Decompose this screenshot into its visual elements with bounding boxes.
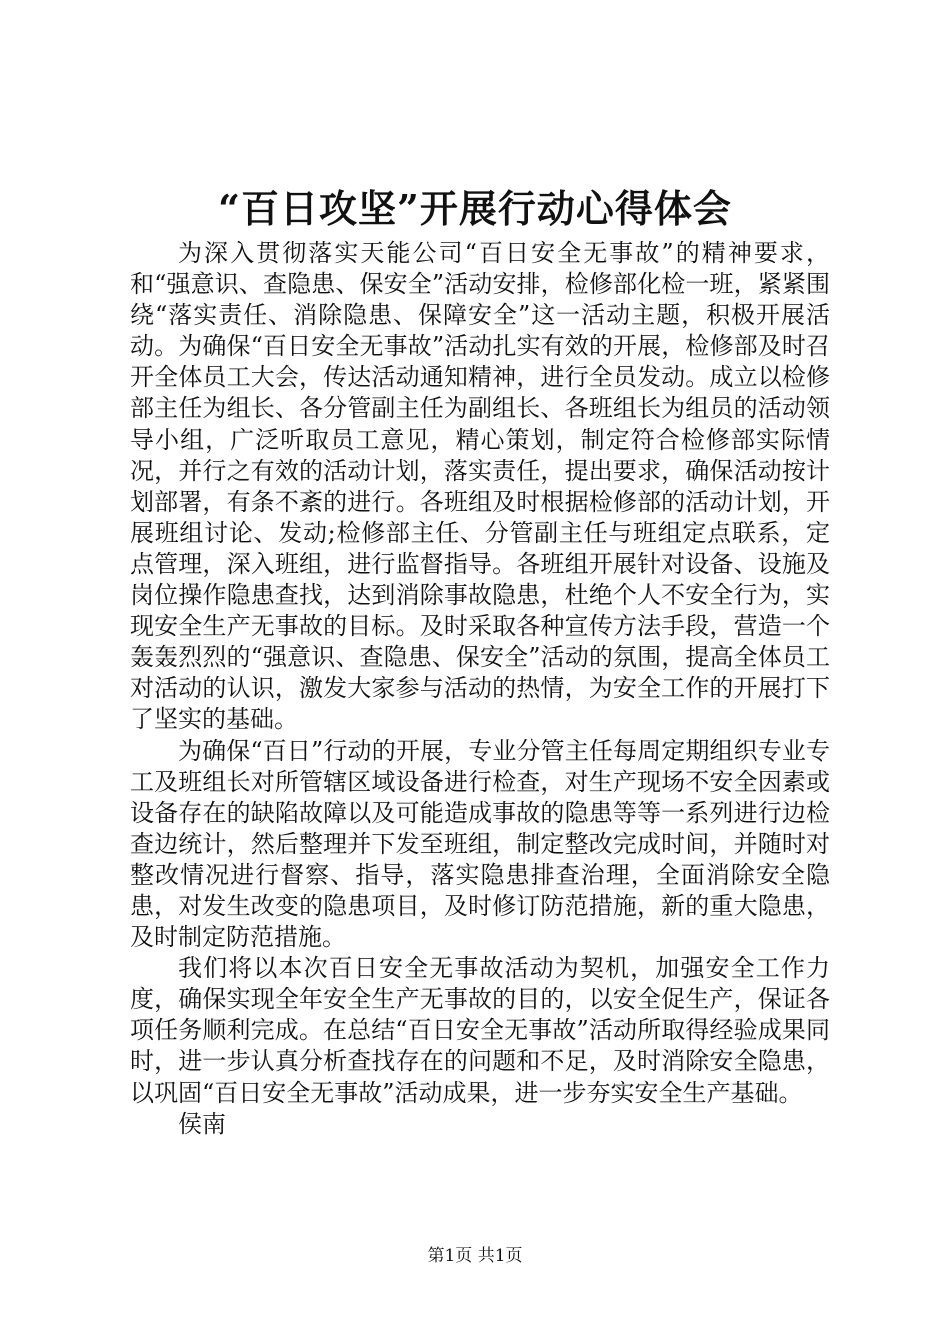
paragraph-2: 为确保“百日”行动的开展，专业分管主任每周定期组织专业专工及班组长对所管辖区域设备进行检查，对生产现场不安全因素或设备存在的缺陷故障以及可能造成事故的隐患等等一系列进行边检查边统计，然后整理并下发至班组，制定整改完成时间，并随时对整改情况进行督察、指导，落实隐患排查治理，全面消除安全隐患，对发生改变的隐患项目，及时修订防范措施，新的重大隐患，及时制定防范措施。 [130, 736, 830, 952]
page-footer: 第1页 共1页 [427, 1246, 523, 1266]
document-title: “百日攻坚”开展行动心得体会 [218, 186, 732, 231]
document-body [130, 238, 830, 1140]
paragraph-3: 我们将以本次百日安全无事故活动为契机，加强安全工作力度，确保实现全年安全生产无事故的目的，以安全促生产，保证各项任务顺利完成。在总结“百日安全无事故”活动所取得经验成果同时，进一步认真分析查找存在的问题和不足，及时消除安全隐患，以巩固“百日安全无事故”活动成果，进一步夯实安全生产基础。 [130, 954, 830, 1107]
paragraph-1: 为深入贯彻落实天能公司“百日安全无事故”的精神要求，和“强意识、查隐患、保安全”活动安排，检修部化检一班，紧紧围绕“落实责任、消除隐患、保障安全”这一活动主题，积极开展活动。为确保“百日安全无事故”活动扎实有效的开展，检修部及时召开全体员工大会，传达活动通知精神，进行全员发动。成立以检修部主任为组长、各分管副主任为副组长、各班组长为组员的活动领导小组，广泛听取员工意见，精心策划，制定符合检修部实际情况，并行之有效的活动计划，落实责任，提出要求，确保活动按计划部署，有条不紊的进行。各班组及时根据检修部的活动计划，开展班组讨论、发动;检修部主任、分管副主任与班组定点联系，定点管理，深入班组，进行监督指导。各班组开展针对设备、设施及岗位操作隐患查找，达到消除事故隐患，杜绝个人不安全行为，实现安全生产无事故的目标。及时采取各种宣传方法手段，营造一个轰轰烈烈的“强意识、查隐患、保安全”活动的氛围，提高全体员工对活动的认识，激发大家参与活动的热情，为安全工作的开展打下了坚实的基础。 [130, 239, 830, 734]
signature: 侯南 [178, 1109, 226, 1138]
